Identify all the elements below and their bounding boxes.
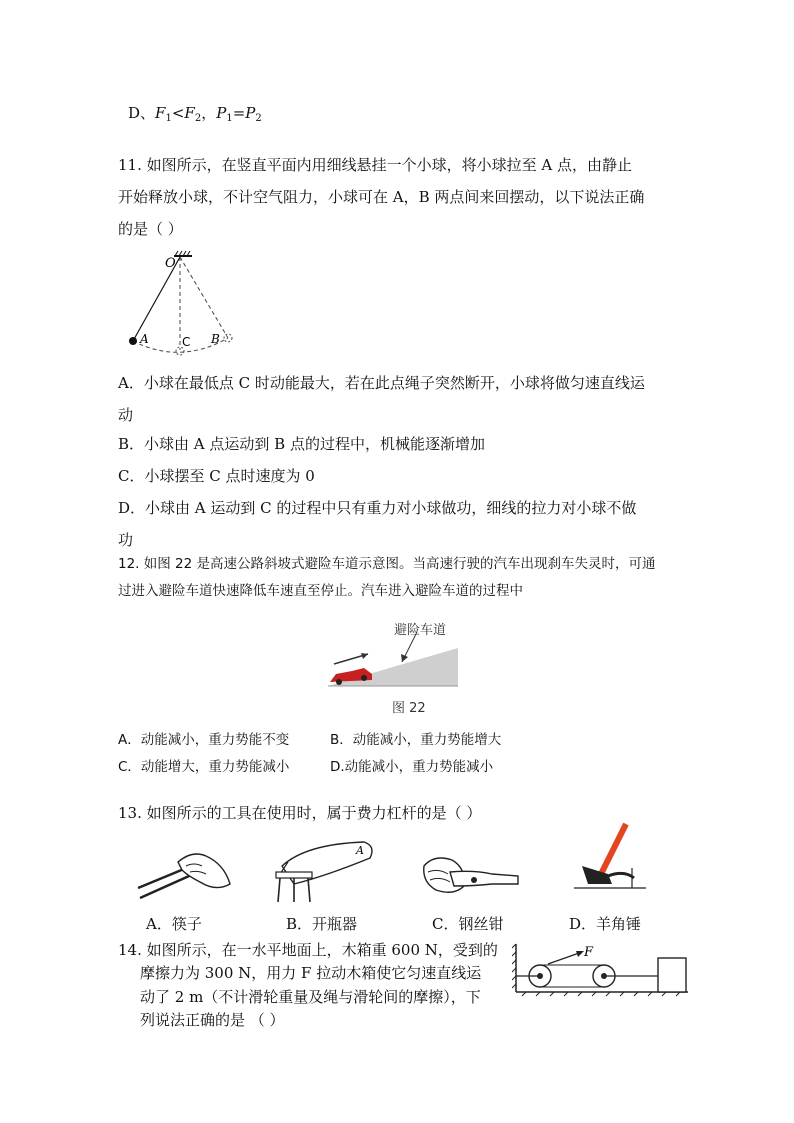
label-b: B bbox=[211, 332, 220, 346]
ball-a bbox=[129, 337, 137, 345]
q11-option-a: A．小球在最低点 C 时动能最大，若在此点绳子突然断开，小球将做匀速直线运 bbox=[118, 374, 645, 392]
label-o: O bbox=[165, 256, 176, 271]
q14-stem-line-3: 动了 2 m（不计滑轮重量及绳与滑轮间的摩擦），下 bbox=[140, 988, 481, 1006]
label-a: A bbox=[140, 332, 149, 346]
q12-option-d: D.动能减小，重力势能减小 bbox=[330, 759, 494, 775]
q12-stem-line-2: 过进入避险车道快速降低车速直至停止。汽车进入避险车道的过程中 bbox=[118, 583, 523, 599]
q11-stem-line-1: 11. 如图所示，在竖直平面内用细线悬挂一个小球，将小球拉至 A 点，由静止 bbox=[118, 156, 632, 174]
q10-option-d: D、$F_1<F_2$，$P_1=P_2$ bbox=[128, 104, 262, 124]
force-label-f: F bbox=[584, 945, 594, 960]
q14-stem-line-1: 14. 如图所示，在一水平地面上，木箱重 600 N，受到的 bbox=[118, 941, 498, 959]
pendulum-figure bbox=[120, 250, 240, 362]
escape-ramp-figure bbox=[322, 614, 462, 718]
q11-stem-line-2: 开始释放小球，不计空气阻力，小球可在 A，B 两点间来回摆动，以下说法正确 bbox=[118, 188, 645, 206]
q11-option-d: D．小球由 A 运动到 C 的过程中只有重力对小球做功，细线的拉力对小球不做 bbox=[118, 499, 637, 517]
figure-22-caption: 图 22 bbox=[392, 701, 426, 716]
label-c: C bbox=[182, 335, 191, 349]
q11-option-c: C．小球摆至 C 点时速度为 0 bbox=[118, 467, 315, 485]
q14-stem-line-2: 摩擦力为 300 N，用力 F 拉动木箱使它匀速直线运 bbox=[140, 964, 482, 982]
q11-option-b: B．小球由 A 点运动到 B 点的过程中，机械能逐渐增加 bbox=[118, 435, 485, 453]
ramp-label: 避险车道 bbox=[394, 623, 447, 638]
q11-stem-line-3: 的是（ ） bbox=[118, 220, 183, 238]
q12-option-b: B．动能减小，重力势能增大 bbox=[330, 732, 502, 748]
q12-option-c: C．动能增大，重力势能减小 bbox=[118, 759, 290, 775]
q13-stem: 13. 如图所示的工具在使用时，属于费力杠杆的是（ ） bbox=[118, 804, 482, 822]
pulley-figure bbox=[512, 940, 692, 998]
chopsticks-figure bbox=[136, 842, 236, 904]
q14-stem-line-4: 列说法正确的是 （ ） bbox=[140, 1011, 285, 1029]
q12-stem-line-1: 12. 如图 22 是高速公路斜坡式避险车道示意图。当高速行驶的汽车出现刹车失灵时，可通 bbox=[118, 556, 656, 572]
q12-option-a: A．动能减小，重力势能不变 bbox=[118, 732, 290, 748]
q13-option-b: B．开瓶器 bbox=[286, 915, 358, 933]
q13-option-d: D．羊角锤 bbox=[569, 915, 642, 933]
bottle-opener-figure bbox=[266, 836, 378, 906]
pliers-figure bbox=[414, 846, 526, 908]
q13-option-a: A．筷子 bbox=[146, 915, 202, 933]
opener-label-a: A bbox=[356, 844, 364, 857]
q13-option-c: C．钢丝钳 bbox=[432, 915, 504, 933]
q11-option-a-cont: 动 bbox=[118, 406, 134, 424]
q11-option-d-cont: 功 bbox=[118, 531, 134, 549]
claw-hammer-figure bbox=[568, 818, 652, 906]
